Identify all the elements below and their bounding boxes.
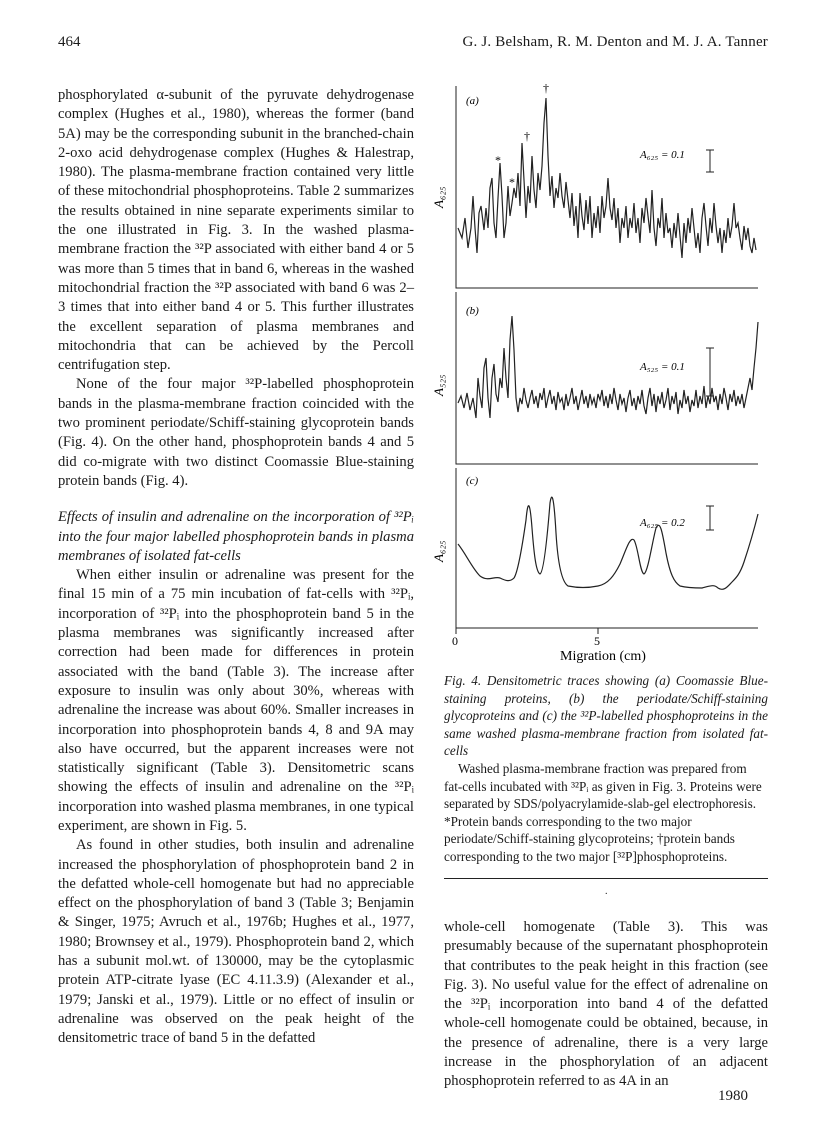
densitometric-traces [418,78,778,668]
panel-c-y-label: A₆₂₅ [431,540,446,562]
figure-caption [444,672,768,866]
x-tick-label: 0 [452,634,458,648]
panel-c-trace [458,497,758,589]
paragraph: When either insulin or adrenaline was present for the final 15 min of a 75 min incubation of fat-cells with ³²Pᵢ, incorporation of ³²Pᵢ into the phosphoprotein band 5 in the plasma membranes was significantly increased after correction had been made for differences in protein associated with the band (Table 3). The increase after exposure to insulin was only about 30%, whereas with adrenaline the increase was about 60%. Smaller increases in incorporation into phosphoprotein bands 4, 8 and 9A may also have occurred, but the apparent increases were not statistically significant (Table 3). Densitometric scans showing the effects of insulin and adrenaline on the ³²Pᵢ incorporation into washed plasma membranes, in one typical experiment, are shown in Fig. 5. [58,567,414,834]
panel-a-scale-label: A₆₂₅ = 0.1 [640,149,685,161]
figure-4 [418,78,778,668]
paragraph: None of the four major ³²P-labelled phosphoprotein bands in the plasma-membrane fraction coincided with the two prominent periodate/Schiff-staining glycoprotein bands (Fig. 4). On the other hand, phosphoprotein bands 4 and 5 did co-migrate with two distinct Coomassie Blue-staining protein bands (Fig. 4). [58,376,414,489]
panel-c-scale-bar [706,506,714,530]
panel-b-scale-bar [706,348,714,396]
footer-year: 1980 [718,1088,748,1104]
panel-a-label: (a) [466,95,479,107]
paragraph: As found in other studies, both insulin and adrenaline increased the phosphorylation of phosphoprotein band 2 in the defatted whole-cell homogenate but had no appreciable effect on the phosphorylation of band 3 (Table 3; Benjamin & Singer, 1975; Avruch et al., 1976b; Hughes et al., 1977, 1980; Brownsey et al., 1979). Phosphoprotein band 2, which has a subunit mol.wt. of 130000, may be the cytoplasmic protein ATP-citrate lyase (EC 4.11.3.9) (Alexander et al., 1979; Janski et al., 1979). Little or no effect of insulin or adrenaline was observed on the peak height of the densitometric trace of band 5 in the defatted [58,837,414,1047]
x-axis-ticks [456,628,598,634]
panel-c-frame [456,468,758,628]
panel-c-label: (c) [466,475,479,487]
panel-b-scale-label: A₅₂₅ = 0.1 [640,361,685,373]
caption-title: Fig. 4. Densitometric traces showing (a) Coomassie Blue-staining proteins, (b) the periodate/Schiff-staining glycoproteins and (c) the ³²P-labelled phosphoproteins in the same washed plasma-membrane fraction from isolated fat-cells [444,673,768,759]
paragraph: phosphorylated α-subunit of the pyruvate dehydrogenase complex (Hughes et al., 1980), whereas the former (band 5A) may be the corresponding subunit in the branched-chain 2-oxo acid dehydrogenase complex (Hughes & Halestrap, 1980). The plasma-membrane fraction contained very little of these mitochondrial phosphoproteins. Table 2 summarizes the results obtained in nine separate experiments similar to the one illustrated in Fig. 3. In the washed plasma-membrane fraction the ³²P associated with either band 4 or 5 was more than 5 times that in band 6, whereas in the washed mitochondrial fraction the ³²P associated with band 6 was 2–3 times that into either band 4 or 5. This further illustrates the excellent separation of plasma membranes and mitochondria that can be achieved by the Percoll centrifugation step. [58,87,414,374]
running-header-authors: G. J. Belsham, R. M. Denton and M. J. A. Tanner [462,34,768,50]
panel-b-y-label: A₅₂₅ [431,374,446,396]
star-marker: * [495,153,501,167]
panel-a-y-label: A₆₂₅ [431,186,446,208]
x-axis-label: Migration (cm) [560,649,646,664]
dagger-marker: † [524,129,530,143]
panel-c-scale-label: A₆₂₅ = 0.2 [640,517,685,529]
dagger-marker: † [543,81,549,95]
caption-body: Washed plasma-membrane fraction was prepared from fat-cells incubated with ³²Pᵢ as given in Fig. 3. Proteins were separated by SDS/polyacrylamide-slab-gel electrophoresis. *Protein bands corresponding to the two major periodate/Schiff-staining glycoproteins; †protein bands corresponding to the two major [³²P]phosphoproteins. [444,760,762,864]
page-number: 464 [58,34,81,50]
column-divider [444,878,768,879]
panel-b-trace [458,316,758,418]
section-heading: Effects of insulin and adrenaline on the incorporation of ³²Pᵢ into the four major labelled phosphoprotein bands in plasma membranes of isolated fat-cells [58,509,414,564]
panel-a-trace [458,98,756,258]
panel-b-label: (b) [466,305,479,317]
star-marker: * [509,175,515,189]
left-column [58,86,414,1049]
panel-a-scale-bar [706,150,714,172]
stray-mark: . [605,886,608,897]
panel-b-frame [456,292,758,464]
x-tick-label: 5 [594,634,600,648]
right-column-text [444,918,768,1092]
paragraph: whole-cell homogenate (Table 3). This was presumably because of the supernatant phosphoprotein that contributes to the peak height in this fraction (see Fig. 3). No useful value for the effect of adrenaline on the ³²Pᵢ incorporation into band 4 of the defatted whole-cell homogenate could be obtained, because, in the presence of adrenaline, there is a very large increase in the phosphorylation of an adjacent phosphoprotein referred to as 4A in an [444,919,768,1090]
